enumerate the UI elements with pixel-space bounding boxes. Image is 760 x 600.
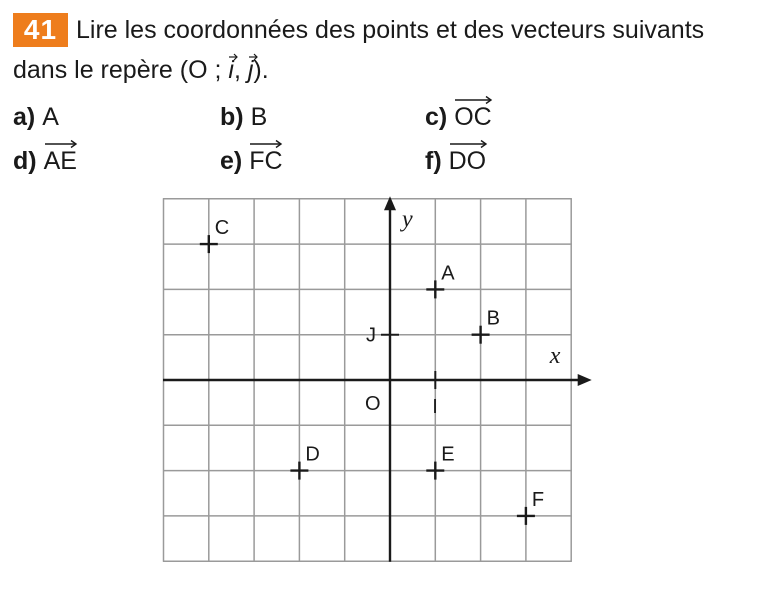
basis-separator: ,: [233, 56, 241, 84]
item-letter: f): [425, 147, 442, 175]
point-label-A: A: [441, 262, 455, 285]
point-label-C: C: [214, 217, 230, 240]
unit-i-label: I: [432, 396, 438, 418]
item-letter: d): [13, 147, 37, 175]
basis-j-label: j: [247, 56, 254, 84]
vector-label: DO: [449, 143, 487, 177]
point-label: A: [42, 103, 59, 131]
item-letter: b): [220, 103, 244, 131]
point-label-E: E: [441, 443, 455, 466]
point-label-D: D: [305, 443, 320, 466]
vector-label: AE: [44, 143, 77, 177]
instruction-line-1: Lire les coordonnées des points et des vecteurs suivants: [76, 16, 705, 44]
x-axis-label: x: [549, 343, 561, 369]
basis-i-label: i: [228, 56, 234, 84]
origin-label: O: [365, 393, 381, 415]
point-label: B: [250, 103, 268, 131]
point-label-F: F: [531, 488, 545, 511]
vector-label: OC: [454, 99, 492, 133]
item-letter: e): [220, 147, 243, 175]
vector-label: FC: [249, 143, 282, 177]
y-axis-label: y: [402, 206, 413, 233]
point-label-B: B: [486, 307, 500, 330]
x-axis-arrow-icon: [578, 374, 592, 386]
item-letter: c): [425, 103, 448, 131]
item-letter: a): [13, 103, 36, 131]
instruction-prefix: dans le repère (O ;: [13, 56, 222, 84]
unit-j-label: J: [366, 324, 376, 347]
exercise-number-badge: 41: [13, 13, 68, 47]
instruction-suffix: ).: [253, 56, 269, 84]
